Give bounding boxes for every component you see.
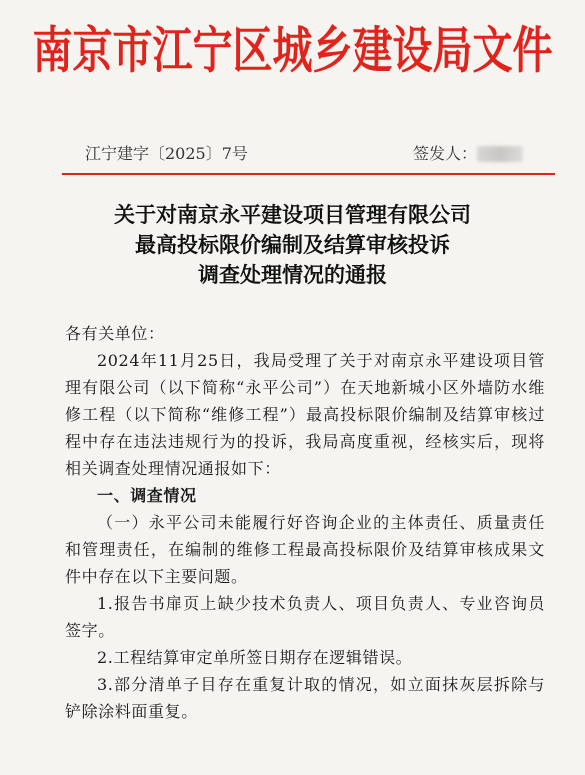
document-header-title: 南京市江宁区城乡建设局文件	[32, 21, 553, 80]
list-item-3: 3.部分清单子目存在重复计取的情况，如立面抹灰层拆除与铲除涂料面重复。	[65, 675, 545, 721]
signer-label: 签发人：	[412, 144, 477, 163]
list-item-1: 1.报告书扉页上缺少技术负责人、项目负责人、专业咨询员签字。	[65, 594, 545, 640]
notice-title-line-2: 最高投标限价编制及结算审核投诉	[135, 232, 450, 257]
notice-title-line-1: 关于对南京永平建设项目管理有限公司	[114, 202, 471, 227]
notice-body	[65, 320, 545, 725]
section-heading-1: 一、调查情况	[97, 486, 197, 505]
subsection-1: （一）永平公司未能履行好咨询企业的主体责任、质量责任和管理责任，在编制的维修工程最高投标限价及结算审核成果文件中存在以下主要问题。	[65, 513, 545, 586]
list-item-2: 2.工程结算审定单所签日期存在逻辑错误。	[97, 648, 413, 667]
red-divider-line	[62, 173, 555, 175]
notice-title-line-3: 调查处理情况的通报	[198, 262, 387, 287]
document-number: 江宁建字〔2025〕7号	[85, 144, 248, 163]
notice-title	[0, 200, 585, 290]
salutation: 各有关单位：	[65, 324, 165, 343]
intro-paragraph: 2024年11月25日，我局受理了关于对南京永平建设项目管理有限公司（以下简称“永平公司”）在天地新城小区外墙防水维修工程（以下简称“维修工程”）最高投标限价编制及结算审核过程中存在违法违规行为的投诉，我局高度重视，经核实后，现将相关调查处理情况通报如下：	[65, 351, 545, 478]
signer-name-redacted	[477, 146, 523, 162]
